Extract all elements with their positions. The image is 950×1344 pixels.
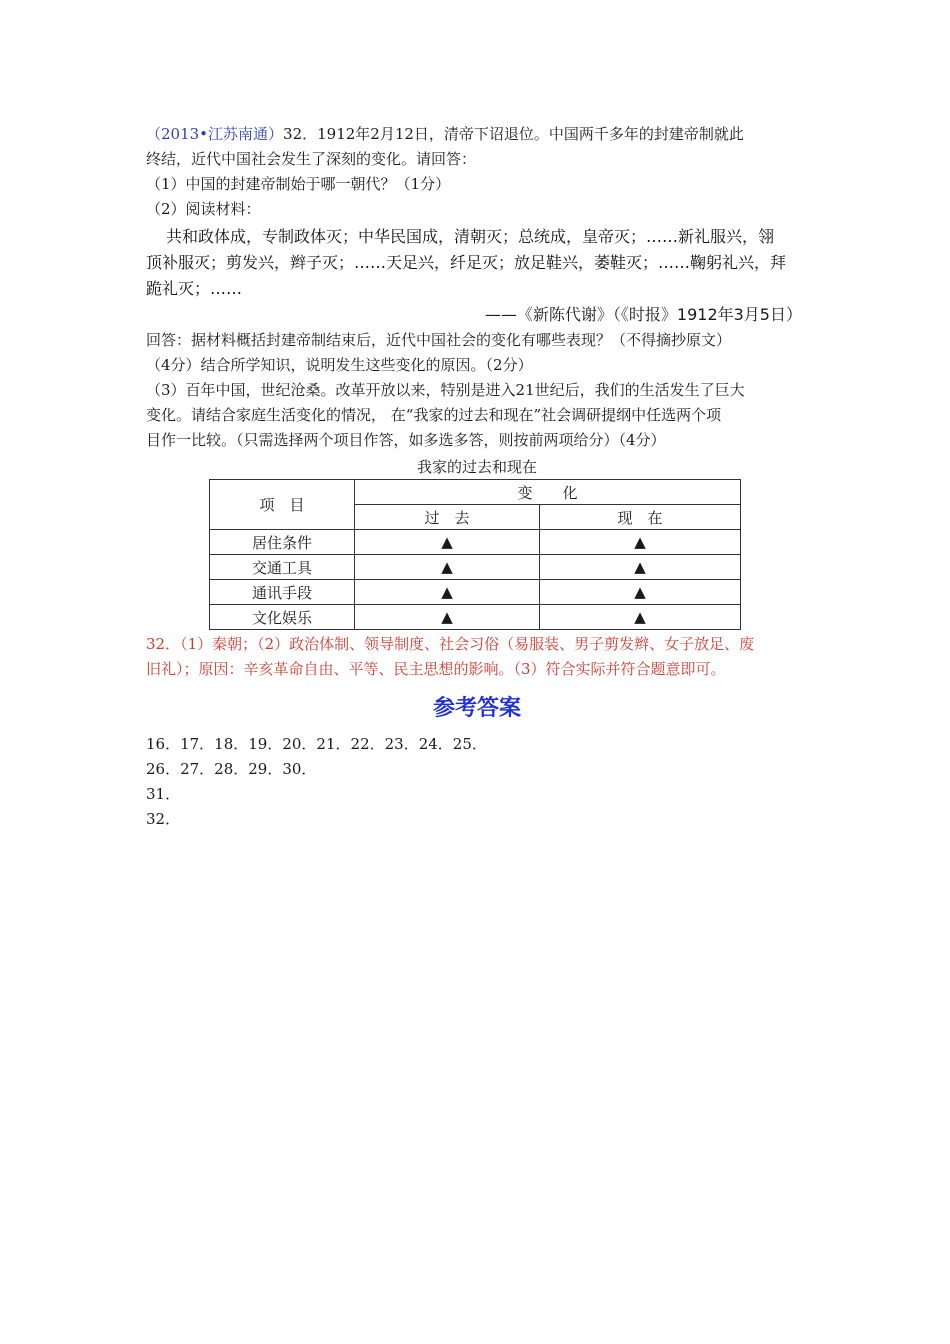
row-item: 通讯手段 xyxy=(210,580,355,605)
survey-table xyxy=(209,479,741,630)
row-item: 居住条件 xyxy=(210,530,355,555)
table-row xyxy=(210,605,741,630)
answer-prompt-2: （4分）结合所学知识，说明发生这些变化的原因。（2分） xyxy=(146,356,533,374)
sub-question-3-line-3: 目作一比较。（只需选择两个项目作答，如多选多答，则按前两项给分）（4分） xyxy=(146,431,666,449)
table-row xyxy=(210,555,741,580)
reference-line-4: 32． xyxy=(146,810,181,828)
source-tag: （2013•江苏南通） xyxy=(146,125,284,143)
row-past: ▲ xyxy=(355,530,540,555)
material-source: ——《新陈代谢》（《时报》1912年3月5日） xyxy=(484,305,802,324)
header-item: 项 目 xyxy=(210,480,355,530)
sub-question-1: （1）中国的封建帝制始于哪一朝代？（1分） xyxy=(146,175,451,193)
row-now: ▲ xyxy=(540,530,741,555)
row-item: 交通工具 xyxy=(210,555,355,580)
reference-line-1: 16．17．18．19．20．21．22．23．24．25． xyxy=(146,735,487,753)
row-past: ▲ xyxy=(355,555,540,580)
table-row xyxy=(210,580,741,605)
row-now: ▲ xyxy=(540,605,741,630)
material-line-3: 跪礼灭；…… xyxy=(146,279,243,298)
reference-line-3: 31． xyxy=(146,785,181,803)
answer-key-line-2: 旧礼）；原因：辛亥革命自由、平等、民主思想的影响。（3）符合实际并符合题意即可。 xyxy=(146,660,726,678)
table-caption: 我家的过去和现在 xyxy=(416,458,537,476)
question-line-2: 终结，近代中国社会发生了深刻的变化。请回答： xyxy=(146,150,477,168)
header-past: 过 去 xyxy=(355,505,540,530)
table-row xyxy=(210,530,741,555)
row-now: ▲ xyxy=(540,555,741,580)
question-line-1: （2013•江苏南通）32．1912年2月12日，清帝下诏退位。中国两千多年的封建帝制就此 xyxy=(146,125,744,143)
header-change: 变 化 xyxy=(355,480,741,505)
row-past: ▲ xyxy=(355,580,540,605)
row-past: ▲ xyxy=(355,605,540,630)
reading-material xyxy=(146,224,808,302)
reference-answer-title: 参考答案 xyxy=(432,696,521,721)
sub-question-2: （2）阅读材料： xyxy=(146,200,261,218)
answer-prompt-1: 回答：据材料概括封建帝制结束后，近代中国社会的变化有哪些表现？（不得摘抄原文） xyxy=(146,331,732,349)
row-item: 文化娱乐 xyxy=(210,605,355,630)
row-now: ▲ xyxy=(540,580,741,605)
reference-line-2: 26．27．28．29．30． xyxy=(146,760,317,778)
document-page xyxy=(146,122,808,832)
material-line-1: 共和政体成，专制政体灭；中华民国成，清朝灭；总统成，皇帝灭；……新礼服兴，翎 xyxy=(166,227,775,246)
answer-key-line-1: 32．（1）秦朝；（2）政治体制、领导制度、社会习俗（易服装、男子剪发辫、女子放足、废 xyxy=(146,635,755,653)
material-line-2: 顶补服灭；剪发兴，辫子灭；……天足兴，纤足灭；放足鞋兴，萎鞋灭；……鞠躬礼兴，拜 xyxy=(146,253,787,272)
sub-question-3-line-2: 变化。请结合家庭生活变化的情况， 在“我家的过去和现在”社会调研提纲中任选两个项 xyxy=(146,406,722,424)
sub-question-3-line-1: （3）百年中国，世纪沧桑。改革开放以来，特别是进入21世纪后，我们的生活发生了巨大 xyxy=(146,381,745,399)
header-now: 现 在 xyxy=(540,505,741,530)
